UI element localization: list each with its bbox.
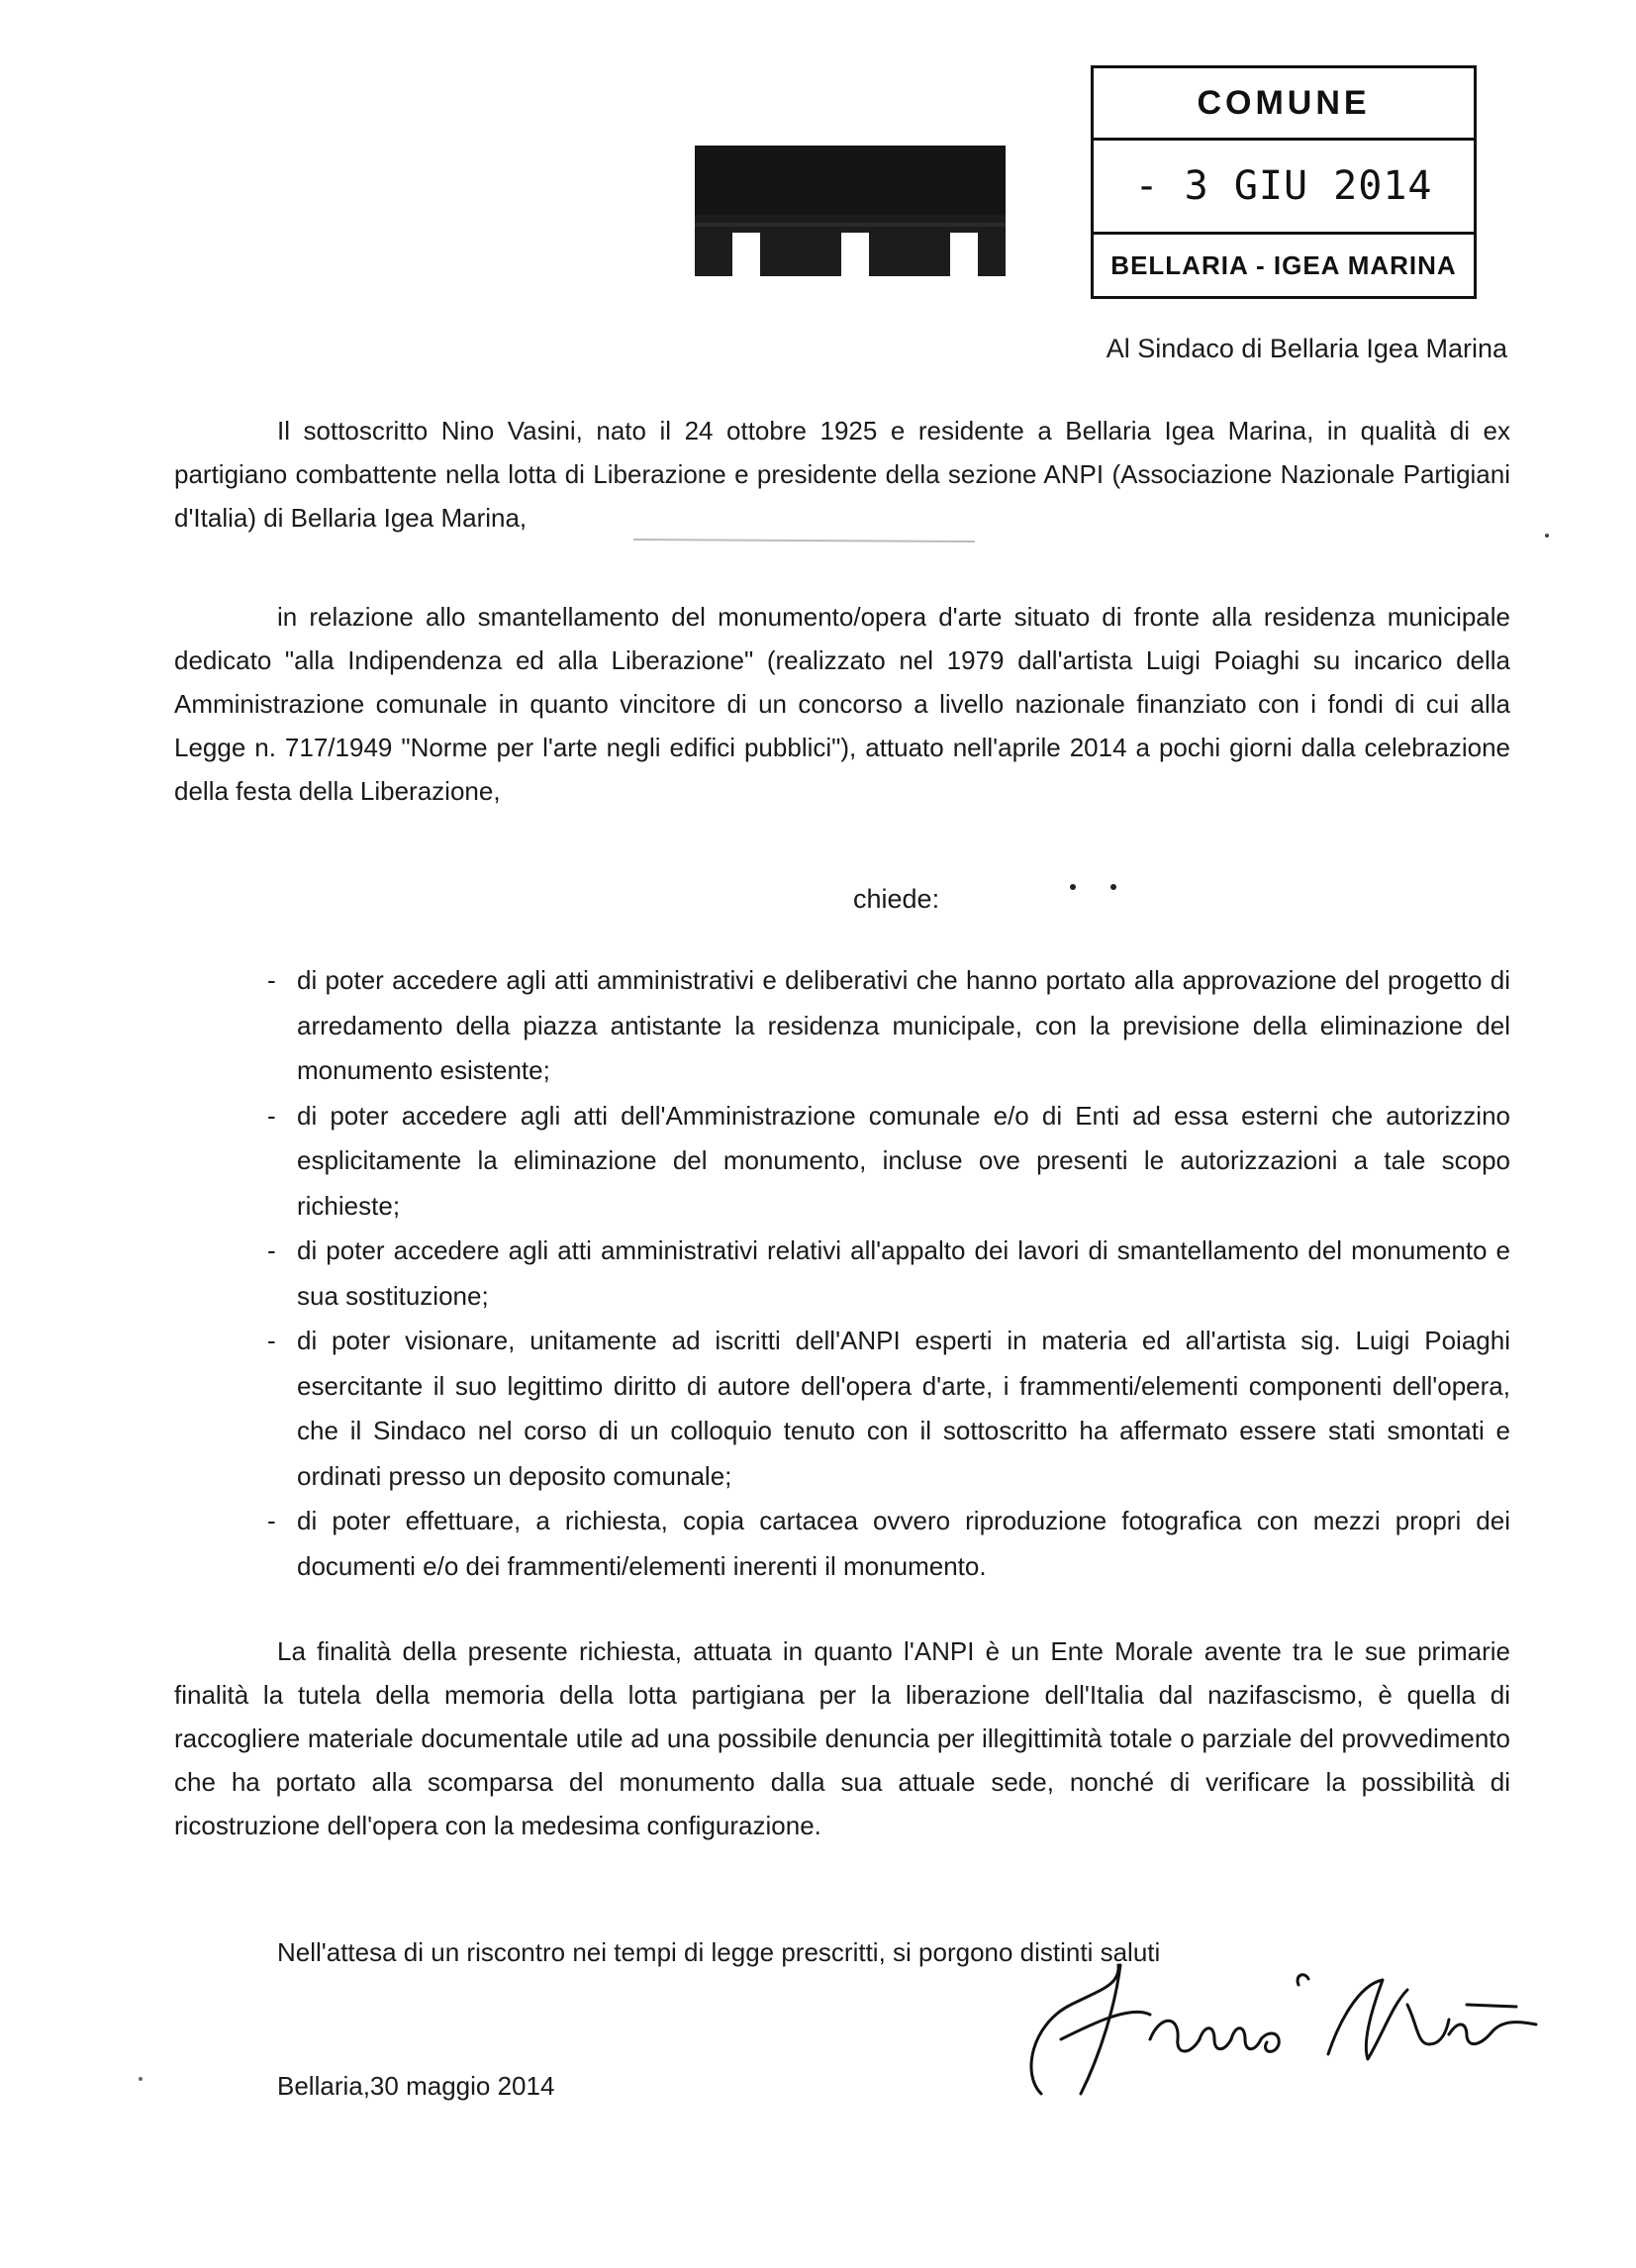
- context-paragraph: [174, 595, 1510, 813]
- purpose-text: La finalità della presente richiesta, attuata in quanto l'ANPI è un Ente Morale avente tra le sue primarie finalità la tutela della memoria della lotta partigiana per la liberazione dell'Italia dal nazifascismo, è quella di raccogliere materiale documentale utile ad una possibile denuncia per illegittimità totale o parziale del provvedimento che ha portato alla scomparsa del monumento dalla sua attuale sede, nonché di verificare la possibilità di ricostruzione dell'opera con la medesima configurazione.: [174, 1636, 1510, 1840]
- stamp-title: COMUNE: [1094, 68, 1474, 141]
- addressee: Al Sindaco di Bellaria Igea Marina: [1106, 334, 1507, 363]
- request-label: chiede:: [853, 884, 940, 914]
- stamp-municipality: BELLARIA - IGEA MARINA: [1110, 250, 1457, 280]
- stamp-date: - 3 GIU 2014: [1094, 141, 1474, 235]
- list-item: - di poter accedere agli atti amministrativi e deliberativi che hanno portato alla approvazione del progetto di arredamento della piazza antistante la residenza municipale, con la previsione della eliminazione del monumento esistente;: [267, 965, 1510, 1085]
- context-text: in relazione allo smantellamento del monumento/opera d'arte situato di fronte alla residenza municipale dedicato "alla Indipendenza ed alla Liberazione" (realizzato nel 1979 dall'artista Luigi Poiaghi su incarico della Amministrazione comunale in quanto vincitore di un concorso a livello nazionale finanziato con i fondi di cui alla Legge n. 717/1949 "Norme per l'arte negli edifici pubblici"), attuato nell'aprile 2014 a pochi giorni dalla celebrazione della festa della Liberazione,: [174, 602, 1510, 806]
- handwritten-signature: [1002, 1945, 1556, 2104]
- list-item: - di poter effettuare, a richiesta, copia cartacea ovvero riproduzione fotografica con mezzi propri dei documenti e/o dei frammenti/elementi inerenti il monumento.: [267, 1506, 1510, 1581]
- protocol-stamp: [1091, 65, 1477, 299]
- intro-paragraph: [174, 409, 1510, 540]
- list-item: - di poter accedere agli atti amministrativi relativi all'appalto dei lavori di smantellamento del monumento e sua sostituzione;: [267, 1235, 1510, 1311]
- place-date: Bellaria,30 maggio 2014: [277, 2071, 555, 2101]
- list-item: - di poter visionare, unitamente ad iscritti dell'ANPI esperti in materia ed all'artista sig. Luigi Poiaghi esercitante il suo legittimo diritto di autore dell'opera d'arte, i frammenti/elementi componenti dell'opera, che il Sindaco nel corso di un colloquio tenuto con il sottoscritto ha affermato essere stati smontati e ordinati presso un deposito comunale;: [267, 1326, 1510, 1491]
- request-list: [267, 958, 1510, 1589]
- list-item: - di poter accedere agli atti dell'Amministrazione comunale e/o di Enti ad essa esterni che autorizzino esplicitamente la eliminazione del monumento, incluse ove presenti le autorizzazioni a tale scopo richieste;: [267, 1100, 1510, 1221]
- purpose-paragraph: [174, 1629, 1510, 1847]
- intro-text: Il sottoscritto Nino Vasini, nato il 24 ottobre 1925 e residente a Bellaria Igea Marina, in qualità di ex partigiano combattente nella lotta di Liberazione e presidente della sezione ANPI (Associazione Nazionale Partigiani d'Italia) di Bellaria Igea Marina,: [174, 416, 1510, 533]
- anpi-logo: [695, 146, 1006, 276]
- closing-line: Nell'attesa di un riscontro nei tempi di legge prescritti, si porgono distinti saluti: [277, 1937, 1161, 1967]
